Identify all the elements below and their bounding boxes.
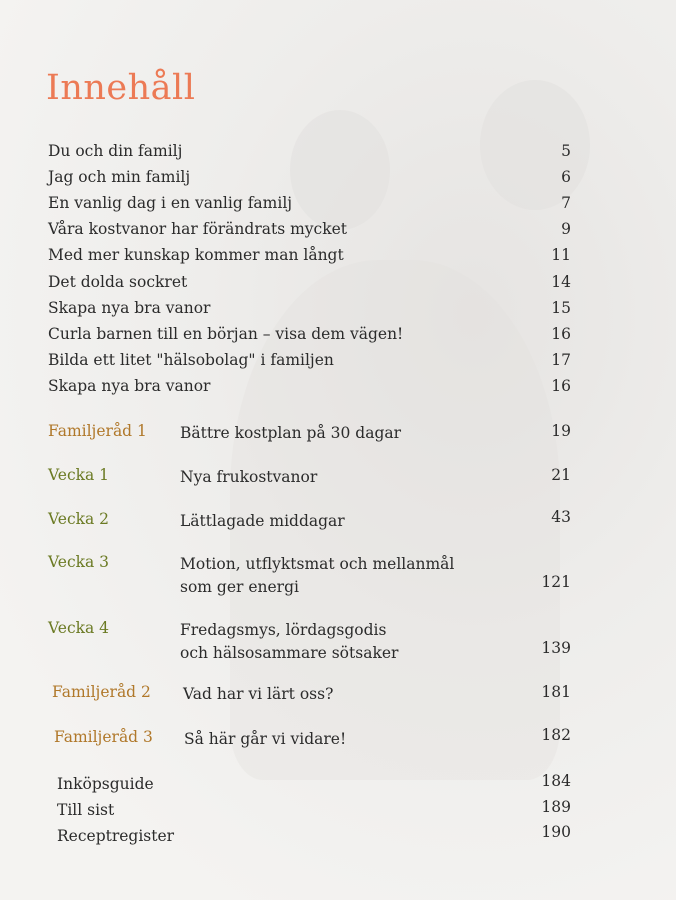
toc-section-title-line: Bättre kostplan på 30 dagar [180, 424, 402, 442]
toc-section-title [184, 728, 346, 751]
toc-entry-title: Våra kostvanor har förändrats mycket [48, 220, 348, 238]
toc-entry [0, 220, 676, 244]
toc-entry-title: Med mer kunskap kommer man långt [48, 246, 344, 264]
page-title: Innehåll [46, 68, 196, 108]
toc-section-title-line: Så här går vi vidare! [184, 730, 347, 748]
toc-entry-page: 16 [551, 377, 571, 395]
toc-entry [0, 299, 676, 323]
toc-entry-page: 14 [551, 273, 571, 291]
toc-section-title [180, 619, 398, 665]
toc-entry-page: 16 [551, 325, 571, 343]
toc-section-label: Vecka 2 [48, 510, 110, 528]
toc-section-label: Familjeråd 2 [52, 683, 151, 701]
toc-section-title-line: Vad har vi lärt oss? [183, 685, 334, 703]
toc-section-page: 43 [551, 508, 571, 526]
toc-section-title-line: Lättlagade middagar [180, 512, 345, 530]
toc-section-label: Vecka 3 [48, 553, 110, 571]
toc-entry-title: Bilda ett litet "hälsobolag" i familjen [48, 351, 334, 369]
toc-section-title [180, 553, 454, 599]
toc-entry [0, 325, 676, 349]
toc-entry-page: 5 [561, 142, 571, 160]
toc-appendix-page: 190 [541, 823, 571, 841]
toc-entry-title: Skapa nya bra vanor [48, 377, 211, 395]
toc-entry-title: Curla barnen till en början – visa dem vägen! [48, 325, 404, 343]
toc-appendix-title: Till sist [57, 801, 115, 819]
toc-section-page: 139 [541, 639, 571, 657]
toc-section-title-line: Nya frukostvanor [180, 468, 318, 486]
toc-section-title-line: och hälsosammare sötsaker [180, 644, 399, 662]
toc-section-label: Vecka 4 [48, 619, 110, 637]
toc-section-page: 121 [541, 573, 571, 591]
toc-section-label: Familjeråd 3 [54, 728, 153, 746]
toc-entry-title: Skapa nya bra vanor [48, 299, 211, 317]
toc-section-page: 21 [551, 466, 571, 484]
toc-section-title-line: Motion, utflyktsmat och mellanmål [180, 555, 455, 573]
toc-entry-title: Du och din familj [48, 142, 183, 160]
toc-section-title [183, 683, 333, 706]
toc-entry-page: 9 [561, 220, 571, 238]
toc-entry-page: 17 [551, 351, 571, 369]
toc-entry [0, 351, 676, 375]
toc-section-title [180, 510, 345, 533]
toc-entry-page: 15 [551, 299, 571, 317]
toc-entry-page: 7 [561, 194, 571, 212]
toc-entry [0, 246, 676, 270]
toc-entry [0, 142, 676, 166]
toc-entry-page: 6 [561, 168, 571, 186]
toc-entry [0, 194, 676, 218]
toc-entry-title: Jag och min familj [48, 168, 191, 186]
toc-appendix-page: 184 [541, 772, 571, 790]
toc-section-title-line: som ger energi [180, 578, 299, 596]
toc-appendix-title: Receptregister [57, 827, 175, 845]
toc-section-title [180, 422, 401, 445]
toc-entry-title: En vanlig dag i en vanlig familj [48, 194, 293, 212]
toc-entry-page: 11 [551, 246, 571, 264]
toc-entry [0, 273, 676, 297]
toc-section-page: 182 [541, 726, 571, 744]
toc-appendix-title: Inköpsguide [57, 775, 154, 793]
toc-appendix-page: 189 [541, 798, 571, 816]
toc-entry [0, 377, 676, 401]
toc-section-page: 19 [551, 422, 571, 440]
toc-section-page: 181 [541, 683, 571, 701]
toc-section-title [180, 466, 317, 489]
toc-entry-title: Det dolda sockret [48, 273, 188, 291]
toc-section-label: Familjeråd 1 [48, 422, 147, 440]
toc-section-label: Vecka 1 [48, 466, 110, 484]
toc-section-title-line: Fredagsmys, lördagsgodis [180, 621, 387, 639]
toc-entry [0, 168, 676, 192]
